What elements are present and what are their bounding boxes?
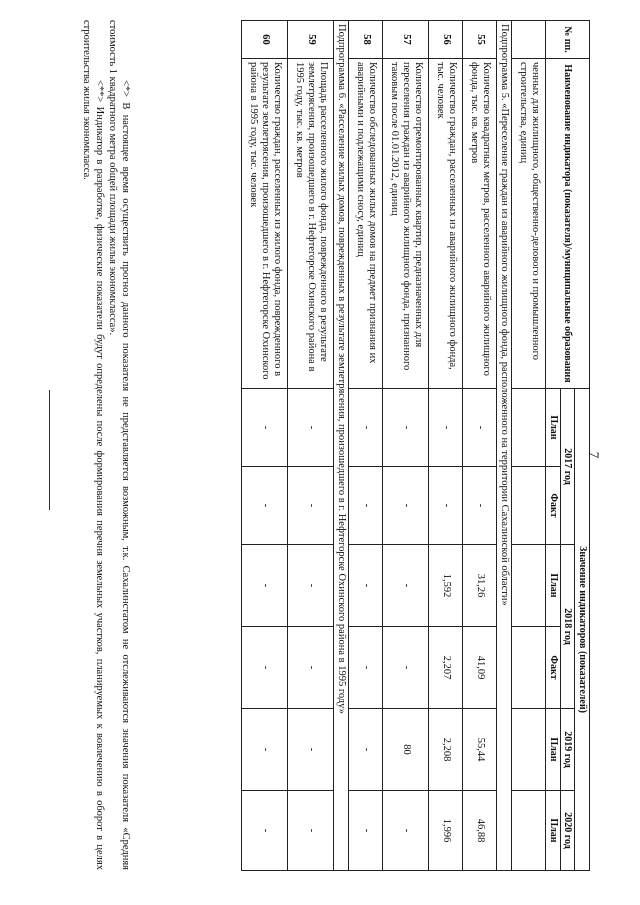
header-num: № пп. — [546, 21, 590, 59]
row-value: - — [383, 467, 429, 545]
row-value: 31,26 — [463, 545, 497, 627]
row-value: - — [383, 791, 429, 871]
header-values-group: Значение индикаторов (показателей) — [575, 389, 590, 871]
row-value: - — [349, 791, 383, 871]
row-value: - — [463, 467, 497, 545]
row-value: - — [288, 467, 334, 545]
row-value: - — [242, 627, 288, 709]
header-plan-2018: План — [546, 545, 561, 627]
row-value — [512, 467, 546, 545]
row-value — [512, 709, 546, 791]
row-value: - — [349, 467, 383, 545]
section-title-5: Подпрограмма 5. «Переселение граждан из аварийного жилищного фонда, расположенного на территории Сахалинской области» — [497, 21, 512, 871]
row-value: - — [288, 545, 334, 627]
table-row — [242, 21, 288, 871]
table-row — [349, 21, 383, 871]
section-row — [334, 21, 349, 871]
row-value — [512, 627, 546, 709]
header-row-1 — [575, 21, 590, 871]
row-value: - — [349, 709, 383, 791]
header-plan-2019: План — [546, 709, 561, 791]
row-value: - — [383, 389, 429, 467]
row-num: 60 — [242, 21, 288, 59]
indicator-table — [241, 20, 590, 871]
row-name: Площадь расселенного жилого фонда, поврежденного в результате землетрясения, произошедшего в г. Нефтегорске Охинского района в 1995 году, тыс. кв. метров — [288, 59, 334, 389]
table-row — [383, 21, 429, 871]
row-num: 56 — [429, 21, 463, 59]
row-name: Количество отремонтированных квартир, предназначенных для переселения граждан из аварийного жилищного фонда, признанного таковым после 01.01.2012, единиц — [383, 59, 429, 389]
row-name: ченных для жилищного, общественно-делового и промышленного строительства, единиц — [512, 59, 546, 389]
row-value: - — [242, 389, 288, 467]
row-value: 41,09 — [463, 627, 497, 709]
row-value: 46,88 — [463, 791, 497, 871]
header-name: Наименование индикатора (показателя)/муниципальные образования — [546, 59, 590, 389]
row-value — [512, 545, 546, 627]
row-value: 1,592 — [429, 545, 463, 627]
header-fact-2018: Факт — [546, 627, 561, 709]
row-value: - — [349, 545, 383, 627]
row-value: - — [349, 389, 383, 467]
row-name: Количество квадратных метров, расселенного аварийного жилищного фонда, тыс. кв. метров — [463, 59, 497, 389]
header-year-2018: 2018 год — [561, 545, 576, 709]
row-value: - — [242, 791, 288, 871]
row-num: 57 — [383, 21, 429, 59]
row-value: - — [349, 627, 383, 709]
row-value: - — [463, 389, 497, 467]
header-plan-2020: План — [546, 791, 561, 871]
row-value: - — [288, 709, 334, 791]
header-year-2019: 2019 год — [561, 709, 576, 791]
closing-line — [49, 390, 50, 510]
header-year-2017: 2017 год — [561, 389, 576, 545]
row-value: - — [429, 389, 463, 467]
row-value: - — [242, 709, 288, 791]
section-title-6: Подпрограмма 6. «Расселение жилых домов, поврежденных в результате землетрясения, произошедшего в г. Нефтегорске Охинского района в 1995 году» — [334, 21, 349, 871]
row-num — [512, 21, 546, 59]
row-name: Количество граждан, расселенных из аварийного жилищного фонда, тыс. человек — [429, 59, 463, 389]
table-row — [512, 21, 546, 871]
row-value: - — [242, 545, 288, 627]
footnote-2: <**> Индикатор в разработке, физические показатели будут определены после формирования перечня земельных участков, планируемых к вовлечению в оборот в целях строительства жилья экономкласса. — [80, 20, 105, 870]
row-name: Количество граждан, расселенных из жилого фонда, поврежденного в результате землетрясения, произошедшего в г. Нефтегорске Охинского района в 1995 году, тыс. человек — [242, 59, 288, 389]
table-row — [429, 21, 463, 871]
row-value — [512, 389, 546, 467]
row-value: - — [288, 389, 334, 467]
header-year-2020: 2020 год — [561, 791, 576, 871]
row-name: Количество обследованных жилых домов на предмет признания их аварийными и подлежащими сносу, единиц — [349, 59, 383, 389]
table-row — [288, 21, 334, 871]
row-value: - — [383, 545, 429, 627]
footnotes — [80, 20, 133, 870]
footnote-1: <*> В настоящее время осуществить прогноз данного показателя не представляется возможным, т.к. Сахалинстатом не отслеживаются значения показателя «Средняя стоимость 1 квадратного метра общей площади жилья экономкласса». — [106, 20, 131, 870]
row-num: 58 — [349, 21, 383, 59]
row-value: 80 — [383, 709, 429, 791]
row-value: 2,207 — [429, 627, 463, 709]
row-value — [512, 791, 546, 871]
row-value: - — [429, 467, 463, 545]
header-plan-2017: План — [546, 389, 561, 467]
table-row — [463, 21, 497, 871]
page-number: 7 — [587, 451, 602, 459]
row-value: - — [242, 467, 288, 545]
row-num: 59 — [288, 21, 334, 59]
row-value: - — [288, 791, 334, 871]
row-value: - — [288, 627, 334, 709]
section-row — [497, 21, 512, 871]
header-fact-2017: Факт — [546, 467, 561, 545]
row-value: 1,996 — [429, 791, 463, 871]
row-value: 55,44 — [463, 709, 497, 791]
row-value: 2,208 — [429, 709, 463, 791]
row-num: 55 — [463, 21, 497, 59]
row-value: - — [383, 627, 429, 709]
